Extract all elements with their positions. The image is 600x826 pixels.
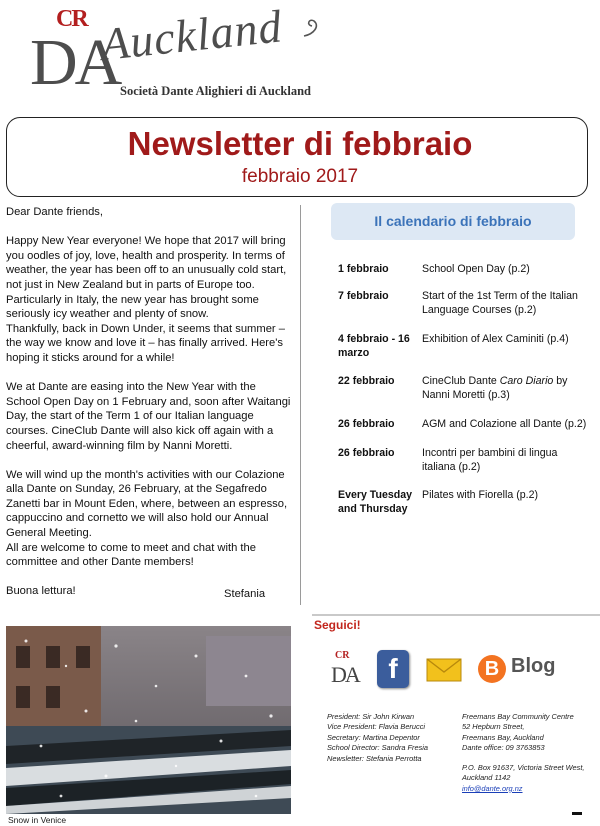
editor-letter bbox=[6, 205, 292, 614]
officer: Newsletter: Stefania Perrotta bbox=[327, 753, 422, 763]
letter-paragraph: Happy New Year everyone! We hope that 2017 will bring you oodles of joy, love, health and prosperity. In terms of weather, the year has been off to an unusually cold start, not just in New Zealand but in parts of Europe too. Particularly in Italy, the new year has brought some seriously icy weather and plenty of snow. bbox=[6, 235, 287, 321]
logo-city: Auckland bbox=[98, 0, 285, 71]
column-divider bbox=[300, 205, 301, 605]
letter-paragraph: We at Dante are easing into the New Year with the School Open Day on 1 February and, soon after Waitangi Day, the start of the Term 1 of our Italian language courses. CineClub Dante will also kick off again with a cheerful, award-winning film by Nanni Moretti. bbox=[6, 381, 291, 452]
dante-logo-icon[interactable] bbox=[331, 650, 363, 688]
photo-caption: Snow in Venice bbox=[8, 815, 67, 825]
address-line: 52 Hepburn Street, bbox=[462, 722, 525, 732]
calendar-date: 7 febbraio bbox=[338, 290, 389, 302]
page-mark bbox=[572, 812, 582, 815]
calendar-event: Start of the 1st Term of the Italian Language Courses (p.2) bbox=[422, 290, 578, 316]
calendar-date: 26 febbraio bbox=[338, 447, 395, 459]
blogger-icon[interactable] bbox=[476, 650, 508, 688]
calendar-event: AGM and Colazione all Dante (p.2) bbox=[422, 418, 587, 430]
calendar-event bbox=[422, 375, 592, 402]
officers-list bbox=[327, 712, 428, 764]
officer: Vice President: Flavia Berucci bbox=[327, 722, 426, 732]
address-line: Freemans Bay Community Centre bbox=[462, 712, 574, 721]
venice-snow-photo bbox=[6, 626, 291, 814]
blogger-glyph: B bbox=[478, 655, 506, 683]
calendar-event: Pilates with Fiorella (p.2) bbox=[422, 489, 538, 501]
office-address bbox=[462, 712, 574, 754]
newsletter-date: febbraio 2017 bbox=[241, 166, 359, 187]
officer: Secretary: Martina Depentor bbox=[327, 732, 420, 742]
calendar-event: Incontri per bambini di lingua italiana (p.2) bbox=[422, 447, 558, 473]
event-text: CineClub Dante bbox=[422, 375, 500, 387]
calendar-header: Il calendario di febbraio bbox=[331, 203, 575, 240]
dante-logo-mark: CR bbox=[335, 650, 350, 661]
logo-mark: CR bbox=[56, 6, 87, 32]
newsletter-title: Newsletter di febbraio bbox=[127, 125, 473, 162]
calendar-event: School Open Day (p.2) bbox=[422, 263, 530, 275]
society-name: Società Dante Alighieri di Auckland bbox=[120, 84, 311, 98]
venice-snow-illustration bbox=[6, 626, 291, 814]
address-line: Freemans Bay, Auckland bbox=[462, 732, 544, 742]
follow-title: Seguici! bbox=[314, 618, 361, 632]
follow-divider bbox=[312, 614, 600, 616]
calendar-date: Every Tuesday and Thursday bbox=[338, 489, 413, 515]
blog-link[interactable]: Blog bbox=[511, 655, 556, 677]
letter-paragraph: All are welcome to come to meet and chat with the committee and other Dante members! bbox=[6, 541, 256, 569]
calendar-date: 26 febbraio bbox=[338, 418, 395, 430]
swirl-icon bbox=[300, 16, 324, 40]
calendar-date: 4 febbraio - 16 marzo bbox=[338, 333, 410, 359]
officer: School Director: Sandra Fresia bbox=[327, 743, 429, 753]
letter-paragraph: Thankfully, back in Down Under, it seems that summer – the way we know and love it – has finally arrived. Here's hoping it sticks around for a while! bbox=[6, 322, 285, 364]
facebook-glyph: f bbox=[388, 653, 398, 684]
officer: President: Sir John Kirwan bbox=[327, 712, 415, 721]
film-title: Caro Diario bbox=[499, 375, 554, 387]
postal-address bbox=[462, 763, 584, 794]
dante-logo-initials: DA bbox=[331, 662, 359, 687]
facebook-icon[interactable] bbox=[377, 650, 409, 688]
address-line: Dante office: 09 3763853 bbox=[462, 743, 545, 753]
calendar-date: 1 febbraio bbox=[338, 263, 389, 275]
calendar-date: 22 febbraio bbox=[338, 375, 395, 387]
po-box-line: Auckland 1142 bbox=[462, 773, 511, 783]
po-box-line: P.O. Box 91637, Victoria Street West, bbox=[462, 763, 585, 772]
logo-initials: DA bbox=[30, 26, 120, 99]
calendar-event: Exhibition of Alex Caminiti (p.4) bbox=[422, 333, 569, 345]
letter-closing: Buona lettura! bbox=[6, 585, 76, 598]
email-icon[interactable] bbox=[426, 650, 462, 688]
letter-signature: Stefania bbox=[224, 588, 266, 600]
email-link[interactable]: info@dante.org.nz bbox=[462, 783, 523, 793]
letter-greeting: Dear Dante friends, bbox=[6, 206, 104, 218]
letter-paragraph: We will wind up the month's activities with our Colazione alla Dante on Sunday, 26 February, at the Segafredo Zanetti bar in Mount Eden, where, between an espresso, cappuccino and cornetto we will also hold our Annual General Meeting. bbox=[6, 468, 288, 540]
event-text: by Nanni Moretti (p.3) bbox=[422, 375, 568, 401]
